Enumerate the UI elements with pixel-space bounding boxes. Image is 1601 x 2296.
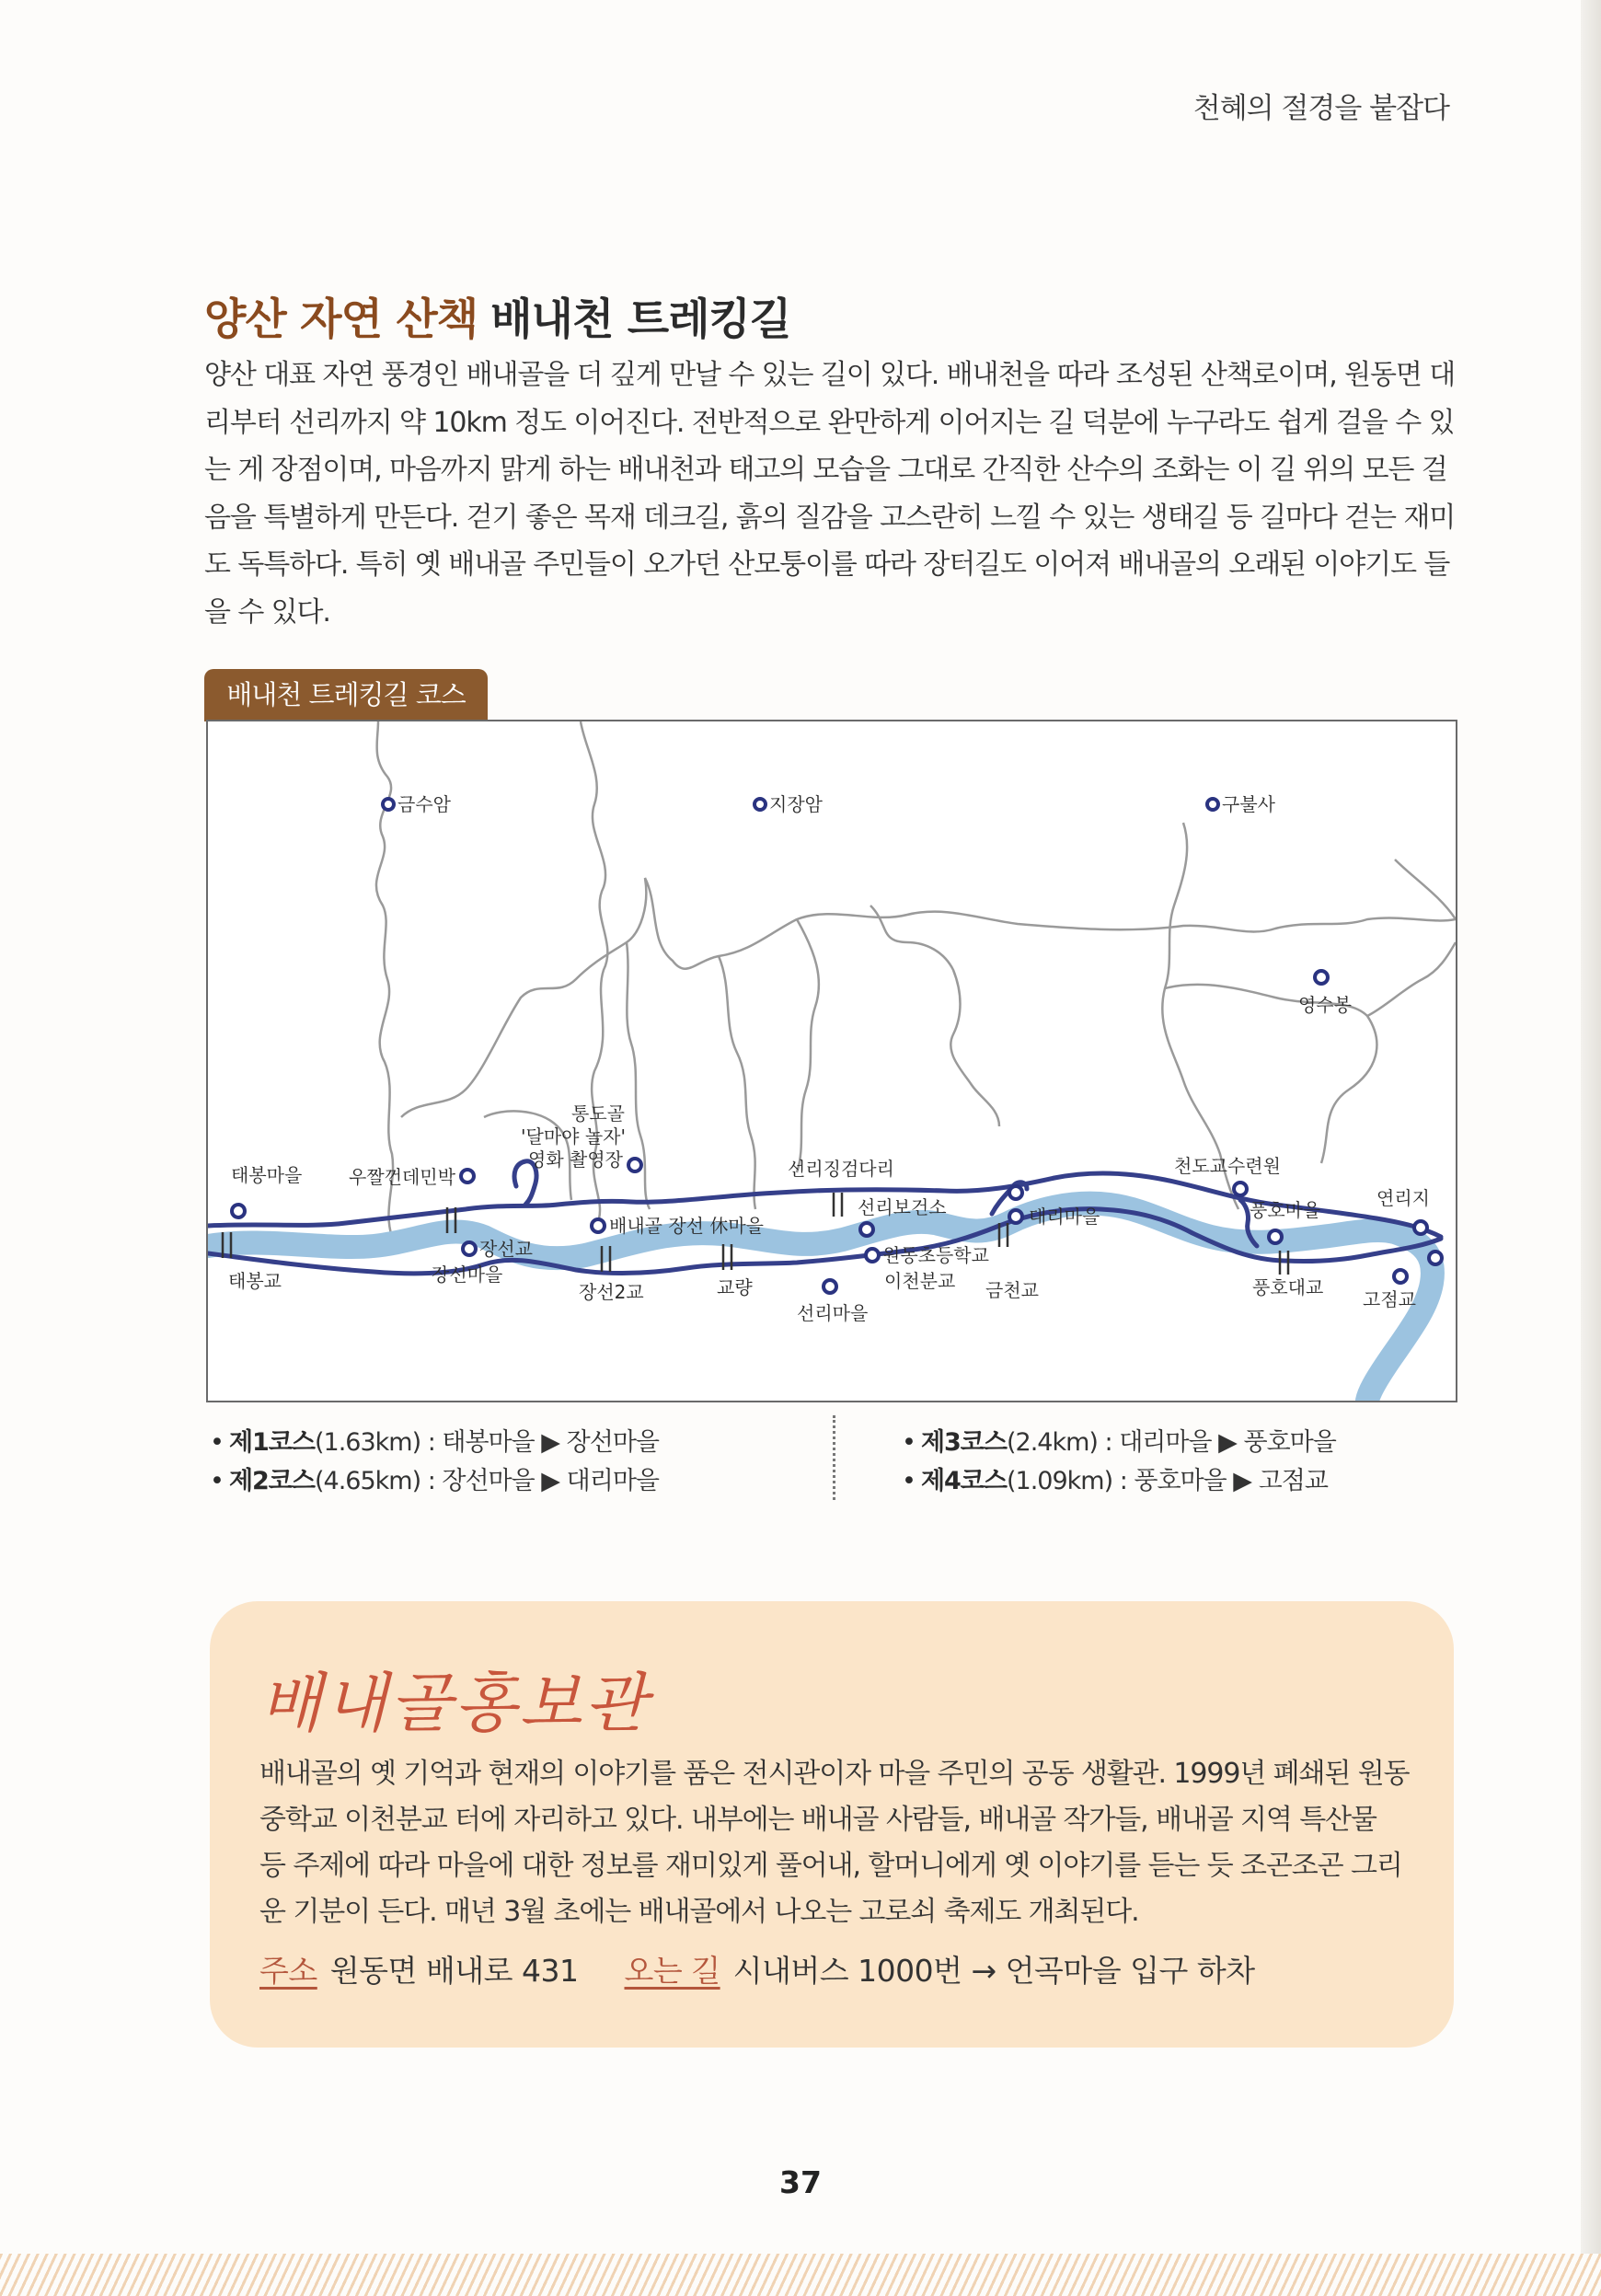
course-name: 제1코스: [228, 1428, 315, 1457]
arrow-icon: ▶: [1218, 1428, 1237, 1457]
info-body: 배내골의 옛 기억과 현재의 이야기를 품은 전시관이자 마을 주민의 공동 생활관. 1999년 폐쇄된 원동중학교 이천분교 터에 자리하고 있다. 내부에는 배내골 사람들, 배내골 작가들, 배내골 지역 특산물 등 주제에 따라 마을에 대한 정보를 재미있게 풀어내, 할머니에게 옛 이야기를 듣는 듯 조곤조곤 그리운 기분이 든다. 매년 3월 초에는 배내골에서 나오는 고로쇠 축제도 개최된다.: [259, 1758, 1410, 1928]
label-gyoryang: 교량: [717, 1276, 753, 1298]
label-taebong-bridge: 태봉교: [228, 1270, 282, 1292]
footer-pattern: [0, 2254, 1601, 2296]
label-ujjal-pension: 우짤껀데민박: [349, 1166, 455, 1188]
map-graphic: [208, 721, 1456, 1401]
label-yeongsubong: 영수봉: [1298, 994, 1352, 1016]
info-address-line: [259, 1947, 1255, 1990]
course-to: 장선마을: [566, 1428, 659, 1457]
course-to: 고점교: [1258, 1467, 1328, 1495]
course-to: 풍호마을: [1243, 1428, 1336, 1457]
course-name: 제3코스: [920, 1428, 1007, 1457]
label-geumcheon-bridge: 금천교: [985, 1279, 1039, 1301]
label-film-title: '달마야 놀자': [521, 1125, 626, 1148]
course-name: 제4코스: [920, 1467, 1007, 1495]
route-value: 시내버스 1000번 → 언곡마을 입구 하차: [732, 1953, 1255, 1989]
course-item: [210, 1460, 659, 1496]
course-item: [902, 1422, 1336, 1458]
label-cheondo-resort: 천도교수련원: [1174, 1155, 1281, 1177]
course-distance: (1.09km) :: [1006, 1467, 1135, 1495]
label-seonri-village: 선리마을: [797, 1302, 869, 1324]
course-item: [902, 1460, 1328, 1496]
label-daeri-village: 대리마을: [1029, 1206, 1100, 1228]
section-title-main: 배내천 트레킹길: [490, 294, 791, 345]
bullet-icon: •: [210, 1467, 224, 1495]
course-to: 대리마을: [566, 1467, 659, 1495]
course-from: 태봉마을: [442, 1428, 535, 1457]
course-distance: (2.4km) :: [1006, 1428, 1120, 1457]
arrow-icon: ▶: [541, 1428, 560, 1457]
course-distance: (1.63km) :: [314, 1428, 443, 1457]
label-tongdogol: 통도골: [571, 1102, 625, 1125]
address-label: 주소: [259, 1953, 317, 1989]
label-geumsuam: 금수암: [397, 793, 451, 815]
course-from: 장선마을: [442, 1467, 535, 1495]
route-label: 오는 길: [624, 1953, 720, 1989]
label-jijangam: 지장암: [769, 793, 823, 815]
info-title: 배내골홍보관: [259, 1666, 650, 1741]
page-number: 37: [779, 2164, 822, 2200]
course-distance: (4.65km) :: [314, 1467, 443, 1495]
label-pungho-village: 풍호마을: [1250, 1199, 1321, 1221]
section-title: [204, 285, 790, 347]
label-jangseon-bridge: 장선교: [479, 1238, 533, 1260]
bullet-icon: •: [210, 1428, 224, 1457]
bullet-icon: •: [902, 1428, 916, 1457]
page-edge: [1581, 0, 1601, 2296]
label-pungho-bridge: 풍호대교: [1252, 1276, 1324, 1298]
course-item: [210, 1422, 659, 1458]
label-taebong-village: 태봉마을: [231, 1164, 303, 1186]
address-value: 원동면 배내로 431: [329, 1953, 579, 1989]
label-jangseon-village: 장선마을: [432, 1263, 503, 1286]
label-gubulsa: 구불사: [1222, 793, 1275, 815]
map-tab: 배내천 트레킹길 코스: [204, 669, 488, 721]
running-head: 천혜의 절경을 붙잡다: [1192, 92, 1449, 125]
arrow-icon: ▶: [1233, 1467, 1252, 1495]
section-body: 양산 대표 자연 풍경인 배내골을 더 깊게 만날 수 있는 길이 있다. 배내천을 따라 조성된 산책로이며, 원동면 대리부터 선리까지 약 10km 정도 이어진다. 전반적으로 완만하게 이어지는 길 덕분에 누구라도 쉽게 걸을 수 있는 게 장점이며, 마음까지 맑게 하는 배내천과 태고의 모습을 그대로 간직한 산수의 조화는 이 길 위의 모든 걸음을 특별하게 만든다. 걷기 좋은 목재 데크길, 흙의 질감을 고스란히 느낄 수 있는 생태길 등 길마다 걷는 재미도 독특하다. 특히 옛 배내골 주민들이 오가던 산모퉁이를 따라 장터길도 이어져 배내골의 오래된 이야기도 들을 수 있다.: [204, 359, 1456, 629]
label-yeonrij: 연리지: [1376, 1187, 1430, 1209]
arrow-icon: ▶: [541, 1467, 560, 1495]
trail-map: [206, 720, 1457, 1402]
label-icheon-branch: 이천분교: [884, 1270, 956, 1292]
course-from: 풍호마을: [1134, 1467, 1227, 1495]
label-seonri-bridge: 선리징검다리: [788, 1158, 894, 1180]
label-gojeom-bridge: 고점교: [1363, 1288, 1416, 1310]
label-wondong-school: 원동초등학교: [882, 1244, 989, 1266]
label-rest-village: 배내골 장선 休마을: [609, 1215, 764, 1237]
label-jangseon2-bridge: 장선2교: [579, 1281, 644, 1303]
section-title-accent: 양산 자연 산책: [204, 294, 478, 345]
legend-divider: [833, 1415, 835, 1500]
label-seonri-health: 선리보건소: [858, 1196, 947, 1218]
bullet-icon: •: [902, 1467, 916, 1495]
course-name: 제2코스: [228, 1467, 315, 1495]
label-film-site: 영화 촬영장: [528, 1148, 623, 1171]
course-from: 대리마을: [1119, 1428, 1212, 1457]
